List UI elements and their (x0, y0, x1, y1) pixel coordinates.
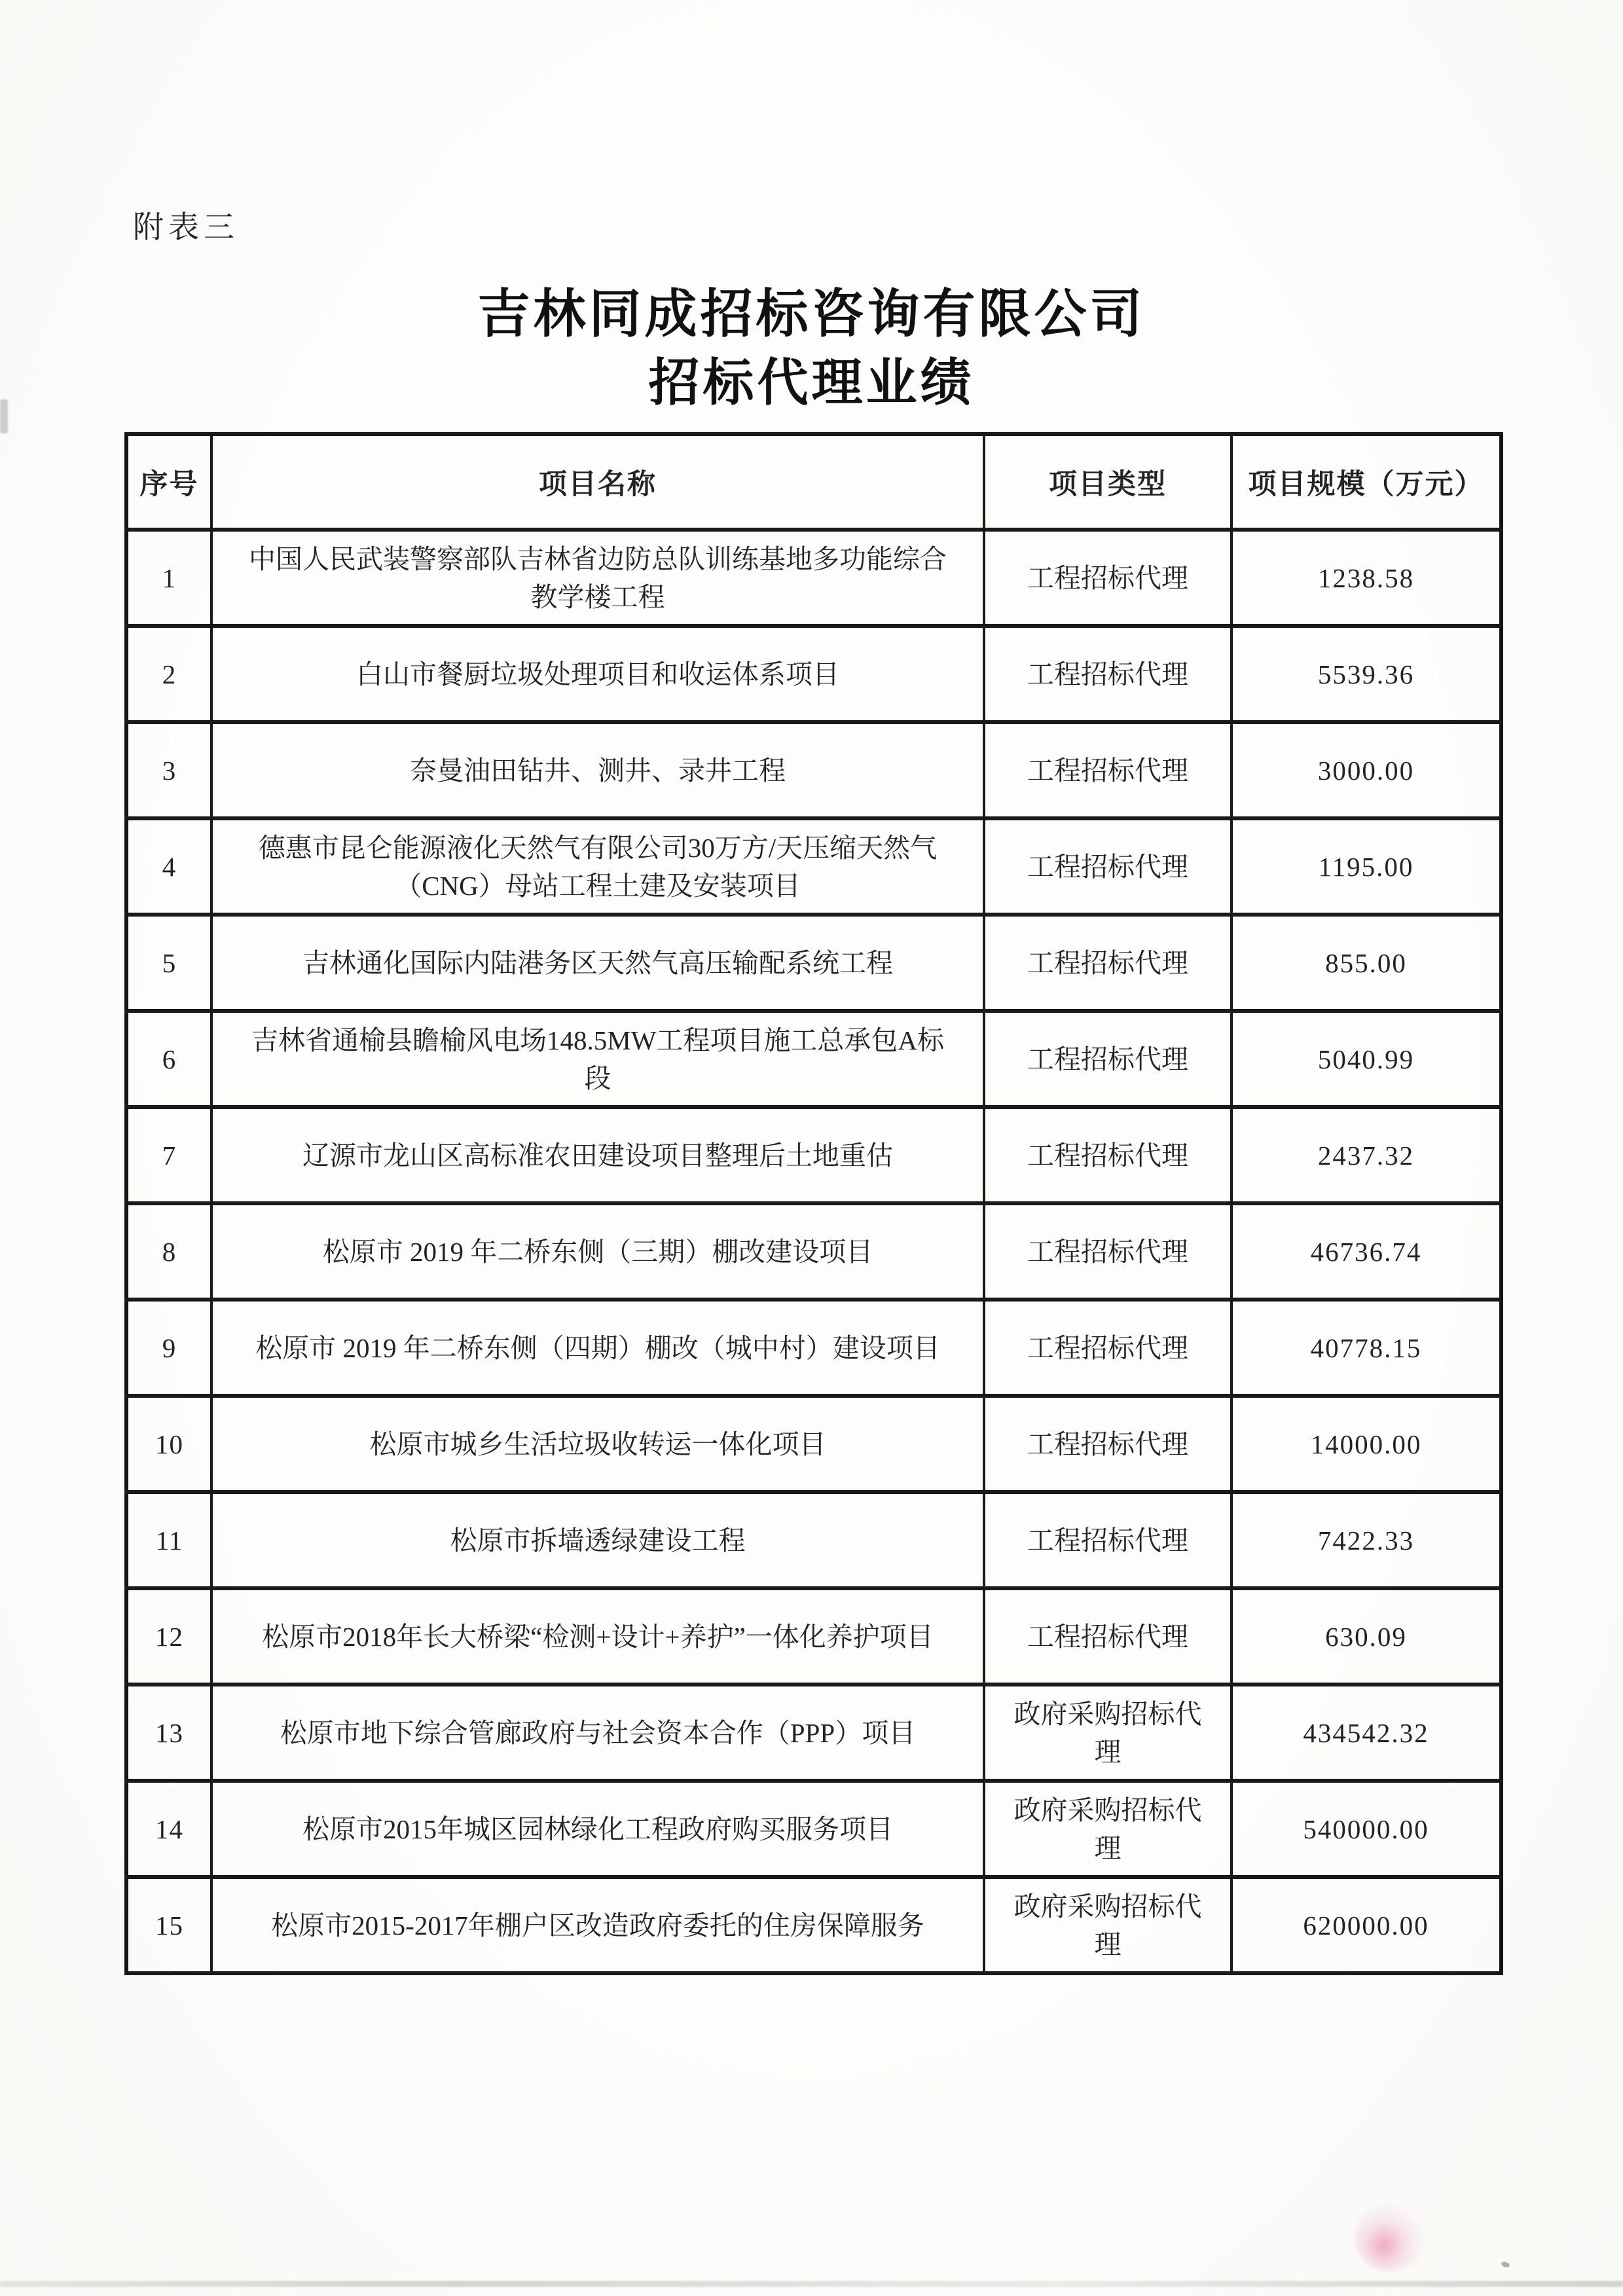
row-index: 6 (126, 1011, 211, 1107)
project-name: 中国人民武装警察部队吉林省边防总队训练基地多功能综合教学楼工程 (211, 530, 984, 626)
table-row (126, 530, 1501, 626)
row-index: 14 (126, 1781, 211, 1877)
project-name: 吉林省通榆县瞻榆风电场148.5MW工程项目施工总承包A标段 (211, 1011, 984, 1107)
row-index: 3 (126, 722, 211, 818)
project-scale: 5040.99 (1231, 1011, 1501, 1107)
table-row (126, 1203, 1501, 1300)
table-row (126, 818, 1501, 915)
company-name-title: 吉林同成招标咨询有限公司 (477, 285, 1146, 343)
row-index: 13 (126, 1685, 211, 1781)
table-row (126, 915, 1501, 1011)
table-row (126, 1492, 1501, 1588)
col-header-name: 项目名称 (211, 434, 984, 530)
project-scale: 1195.00 (1231, 818, 1501, 915)
project-scale: 7422.33 (1231, 1492, 1501, 1588)
project-name: 松原市 2019 年二桥东侧（三期）棚改建设项目 (211, 1203, 984, 1300)
row-index: 5 (126, 915, 211, 1011)
pink-stamp-smudge-artifact (1355, 2202, 1424, 2271)
project-name: 辽源市龙山区高标准农田建设项目整理后土地重估 (211, 1107, 984, 1203)
scan-speck-artifact (1501, 2261, 1510, 2269)
project-scale: 620000.00 (1231, 1877, 1501, 1973)
bidding-performance-table (124, 432, 1503, 1975)
project-name: 松原市2018年长大桥梁“检测+设计+养护”一体化养护项目 (211, 1588, 984, 1685)
project-name: 奈曼油田钻井、测井、录井工程 (211, 722, 984, 818)
header-row (126, 434, 1501, 530)
table-row (126, 626, 1501, 722)
col-header-type: 项目类型 (984, 434, 1231, 530)
row-index: 2 (126, 626, 211, 722)
project-type: 政府采购招标代理 (984, 1781, 1231, 1877)
project-type: 工程招标代理 (984, 818, 1231, 915)
row-index: 4 (126, 818, 211, 915)
project-scale: 40778.15 (1231, 1300, 1501, 1396)
project-type: 工程招标代理 (984, 1107, 1231, 1203)
row-index: 11 (126, 1492, 211, 1588)
row-index: 10 (126, 1396, 211, 1492)
row-index: 1 (126, 530, 211, 626)
project-type: 工程招标代理 (984, 722, 1231, 818)
table-row (126, 1300, 1501, 1396)
table-row (126, 1396, 1501, 1492)
table-row (126, 1781, 1501, 1877)
project-name: 德惠市昆仑能源液化天然气有限公司30万方/天压缩天然气（CNG）母站工程土建及安装项目 (211, 818, 984, 915)
document-title (0, 280, 1623, 416)
project-type: 政府采购招标代理 (984, 1877, 1231, 1973)
col-header-scale: 项目规模（万元） (1231, 434, 1501, 530)
project-type: 工程招标代理 (984, 915, 1231, 1011)
project-name: 松原市2015-2017年棚户区改造政府委托的住房保障服务 (211, 1877, 984, 1973)
project-name: 松原市城乡生活垃圾收转运一体化项目 (211, 1396, 984, 1492)
project-name: 松原市地下综合管廊政府与社会资本合作（PPP）项目 (211, 1685, 984, 1781)
table-row (126, 1107, 1501, 1203)
left-edge-scan-artifact (0, 399, 8, 433)
project-scale: 46736.74 (1231, 1203, 1501, 1300)
row-index: 9 (126, 1300, 211, 1396)
row-index: 12 (126, 1588, 211, 1685)
row-index: 7 (126, 1107, 211, 1203)
col-header-index: 序号 (126, 434, 211, 530)
project-name: 吉林通化国际内陆港务区天然气高压输配系统工程 (211, 915, 984, 1011)
project-type: 工程招标代理 (984, 1300, 1231, 1396)
project-scale: 3000.00 (1231, 722, 1501, 818)
project-type: 工程招标代理 (984, 1203, 1231, 1300)
project-scale: 434542.32 (1231, 1685, 1501, 1781)
project-type: 工程招标代理 (984, 1396, 1231, 1492)
table-row (126, 1877, 1501, 1973)
project-type: 工程招标代理 (984, 1492, 1231, 1588)
table-header (126, 434, 1501, 530)
table-row (126, 1011, 1501, 1107)
project-scale: 2437.32 (1231, 1107, 1501, 1203)
project-type: 政府采购招标代理 (984, 1685, 1231, 1781)
project-type: 工程招标代理 (984, 1588, 1231, 1685)
project-scale: 855.00 (1231, 915, 1501, 1011)
table-row (126, 1588, 1501, 1685)
row-index: 15 (126, 1877, 211, 1973)
project-name: 松原市拆墙透绿建设工程 (211, 1492, 984, 1588)
project-type: 工程招标代理 (984, 1011, 1231, 1107)
project-scale: 540000.00 (1231, 1781, 1501, 1877)
row-index: 8 (126, 1203, 211, 1300)
project-name: 松原市 2019 年二桥东侧（四期）棚改（城中村）建设项目 (211, 1300, 984, 1396)
appendix-label: 附表三 (133, 211, 239, 245)
project-name: 松原市2015年城区园林绿化工程政府购买服务项目 (211, 1781, 984, 1877)
project-scale: 630.09 (1231, 1588, 1501, 1685)
project-scale: 1238.58 (1231, 530, 1501, 626)
bottom-scan-edge-artifact (0, 2281, 1623, 2287)
document-subtitle: 招标代理业绩 (648, 354, 975, 411)
project-type: 工程招标代理 (984, 626, 1231, 722)
table-body (126, 530, 1501, 1973)
project-scale: 14000.00 (1231, 1396, 1501, 1492)
table-row (126, 1685, 1501, 1781)
project-type: 工程招标代理 (984, 530, 1231, 626)
project-scale: 5539.36 (1231, 626, 1501, 722)
table-row (126, 722, 1501, 818)
project-name: 白山市餐厨垃圾处理项目和收运体系项目 (211, 626, 984, 722)
